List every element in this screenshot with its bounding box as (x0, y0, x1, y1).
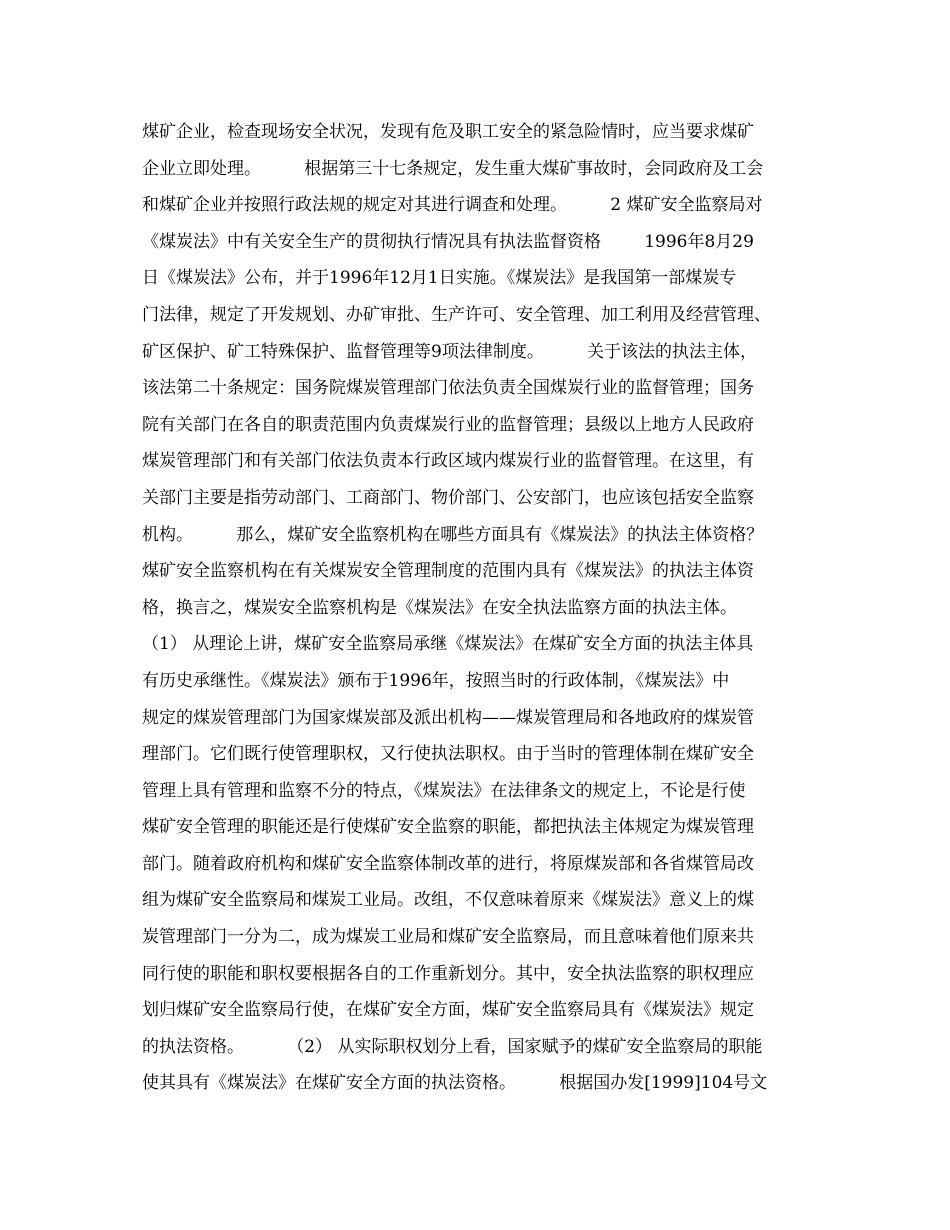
text-line: 矿区保护、矿工特殊保护、监督管理等9项法律制度。 关于该法的执法主体， (142, 341, 758, 362)
text-line: 该法第二十条规定：国务院煤炭管理部门依法负责全国煤炭行业的监督管理；国务 (142, 378, 754, 399)
text-line: 门法律，规定了开发规划、办矿审批、生产许可、安全管理、加工利用及经营管理、 (142, 304, 771, 325)
text-line: 理部门。它们既行使管理职权，又行使执法职权。由于当时的管理体制在煤矿安全 (142, 744, 754, 765)
text-line: （1） 从理论上讲，煤矿安全监察局承继《煤炭法》在煤矿安全方面的执法主体具 (142, 634, 754, 655)
text-line: 组为煤矿安全监察局和煤炭工业局。改组，不仅意味着原来《煤炭法》意义上的煤 (142, 890, 754, 911)
text-line: 划归煤矿安全监察局行使，在煤矿安全方面，煤矿安全监察局具有《煤炭法》规定 (142, 1000, 754, 1021)
text-line: 格，换言之，煤炭安全监察机构是《煤炭法》在安全执法监察方面的执法主体。 (142, 597, 737, 618)
text-line: 院有关部门在各自的职责范围内负责煤炭行业的监督管理；县级以上地方人民政府 (142, 414, 754, 435)
text-line: 部门。随着政府机构和煤矿安全监察体制改革的进行，将原煤炭部和各省煤管局改 (142, 853, 754, 874)
text-line: 和煤矿企业并按照行政法规的规定对其进行调查和处理。 2 煤矿安全监察局对 (142, 195, 763, 216)
text-line: 有历史承继性。《煤炭法》颁布于1996年，按照当时的行政体制，《煤炭法》中 (142, 670, 730, 691)
text-line: 煤矿企业，检查现场安全状况，发现有危及职工安全的紧急险情时，应当要求煤矿 (142, 122, 754, 142)
text-line: 机构。 那么，煤矿安全监察机构在哪些方面具有《煤炭法》的执法主体资格？ (142, 524, 764, 545)
body-text (142, 114, 822, 1102)
text-line: 规定的煤炭管理部门为国家煤炭部及派出机构——煤炭管理局和各地政府的煤炭管 (142, 707, 754, 728)
text-line: 煤矿安全管理的职能还是行使煤矿安全监察的职能，都把执法主体规定为煤炭管理 (142, 817, 754, 838)
text-line: 的执法资格。 （2） 从实际职权划分上看，国家赋予的煤矿安全监察局的职能 (142, 1036, 763, 1057)
text-line: 企业立即处理。 根据第三十七条规定，发生重大煤矿事故时，会同政府及工会 (142, 158, 764, 179)
text-line: 《煤炭法》中有关安全生产的贯彻执行情况具有执法监督资格 1996年8月29 (142, 231, 754, 252)
text-line: 关部门主要是指劳动部门、工商部门、物价部门、公安部门，也应该包括安全监察 (142, 487, 754, 508)
text-line: 同行使的职能和职权要根据各自的工作重新划分。其中，安全执法监察的职权理应 (142, 963, 754, 984)
text-line: 使其具有《煤炭法》在煤矿安全方面的执法资格。 根据国办发[1999]104号文 (142, 1073, 768, 1094)
text-line: 管理上具有管理和监察不分的特点，《煤炭法》在法律条文的规定上，不论是行使 (142, 780, 746, 801)
text-line: 日《煤炭法》公布，并于1996年12月1日实施。《煤炭法》是我国第一部煤炭专 (142, 268, 737, 289)
text-line: 炭管理部门一分为二，成为煤炭工业局和煤矿安全监察局，而且意味着他们原来共 (142, 927, 754, 948)
text-line: 煤炭管理部门和有关部门依法负责本行政区域内煤炭行业的监督管理。在这里，有 (142, 451, 754, 472)
text-line: 煤矿安全监察机构在有关煤炭安全管理制度的范围内具有《煤炭法》的执法主体资 (142, 561, 754, 582)
